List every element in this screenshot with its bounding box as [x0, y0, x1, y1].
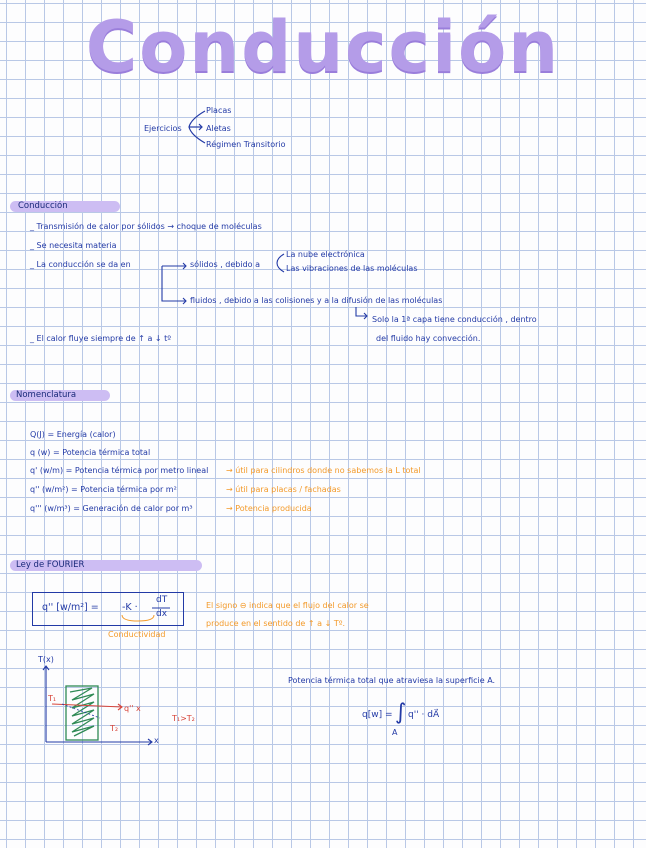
- graph-axis-y-label: T(x): [38, 655, 54, 664]
- intro-item-placas: Placas: [206, 106, 232, 115]
- fourier-formula-left: q'' [w/m²] =: [42, 602, 99, 613]
- graph-axis-x-label: x: [154, 736, 159, 745]
- conduccion-split-arrows: [150, 262, 190, 308]
- nomenclatura-row-q3prime: q''' (w/m³) = Generación de calor por m³: [30, 504, 193, 513]
- fourier-note1: El signo ⊖ indica que el flujo del calor se: [206, 601, 369, 610]
- intro-item-aletas: Aletas: [206, 124, 231, 133]
- calor-fluye: _ El calor fluye siempre de ↑ a ↓ tº: [30, 334, 172, 343]
- conduccion-line3: _ La conducción se da en: [30, 260, 131, 269]
- fourier-graph: [40, 664, 170, 754]
- nomenclatura-note-q3prime: → Potencia producida: [226, 504, 312, 513]
- conduccion-line1: _ Transmisión de calor por sólidos → choque de moléculas: [30, 222, 262, 231]
- nomenclatura-row-qprime: q' (w/m) = Potencia térmica por metro lineal: [30, 466, 209, 475]
- conductividad-label: Conductividad: [108, 630, 166, 639]
- solidos-brace: [274, 252, 286, 274]
- fluidos-text: fluidos , debido a las colisiones y a la difusión de las moléculas: [190, 296, 443, 305]
- graph-t1-label: T₁: [48, 694, 57, 703]
- integral-left: q[w] =: [362, 710, 393, 720]
- potencia-total-text: Potencia térmica total que atraviesa la superficie A.: [288, 676, 496, 685]
- nube-electronica: La nube electrónica: [286, 250, 365, 259]
- integral-sign: ∫: [395, 700, 407, 725]
- ejercicios-label: Ejercicios: [144, 124, 182, 133]
- solo-capa-line1: Solo la 1ª capa tiene conducción , dentro: [372, 315, 537, 324]
- nomenclatura-note-q2prime: → útil para placas / fachadas: [226, 485, 341, 494]
- fourier-note2: produce en el sentido de ↑ a ↓ Tº.: [206, 619, 346, 628]
- nomenclatura-note-qprime: → útil para cilindros donde no sabemos la L total: [226, 466, 421, 475]
- vibraciones-moleculas: Las vibraciones de las moléculas: [286, 264, 418, 273]
- solidos-text: sólidos , debido a: [190, 260, 260, 269]
- nomenclatura-row-q2prime: q'' (w/m²) = Potencia térmica por m²: [30, 485, 177, 494]
- solo-capa-line2: del fluido hay convección.: [376, 334, 481, 343]
- graph-flux-label: q'' x: [124, 704, 141, 713]
- graph-t1gt-label: T₁>T₂: [172, 714, 195, 723]
- page-title: Conducción: [85, 6, 561, 88]
- intro-item-regimen: Régimen Transitorio: [206, 140, 286, 149]
- integral-subscript: A: [392, 728, 398, 737]
- fourier-formula-den: dx: [156, 609, 168, 619]
- fourier-formula-num: dT: [156, 595, 168, 605]
- nomenclatura-row-q: Q(J) = Energía (calor): [30, 430, 116, 439]
- conduccion-header: Conducción: [18, 201, 68, 211]
- nomenclatura-header: Nomenclatura: [16, 390, 77, 400]
- integral-body: q'' · dA⃗: [408, 710, 440, 720]
- fourier-formula-k: -K ·: [122, 602, 138, 613]
- conduccion-line2: _ Se necesita materia: [30, 241, 117, 250]
- hatch-pattern: [70, 688, 94, 736]
- conductividad-brace: [118, 613, 158, 627]
- fourier-header: Ley de FOURIER: [16, 560, 85, 570]
- solo-arrow: [354, 306, 370, 320]
- graph-t2-label: T₂: [110, 724, 119, 733]
- nomenclatura-row-qw: q (w) = Potencia térmica total: [30, 448, 151, 457]
